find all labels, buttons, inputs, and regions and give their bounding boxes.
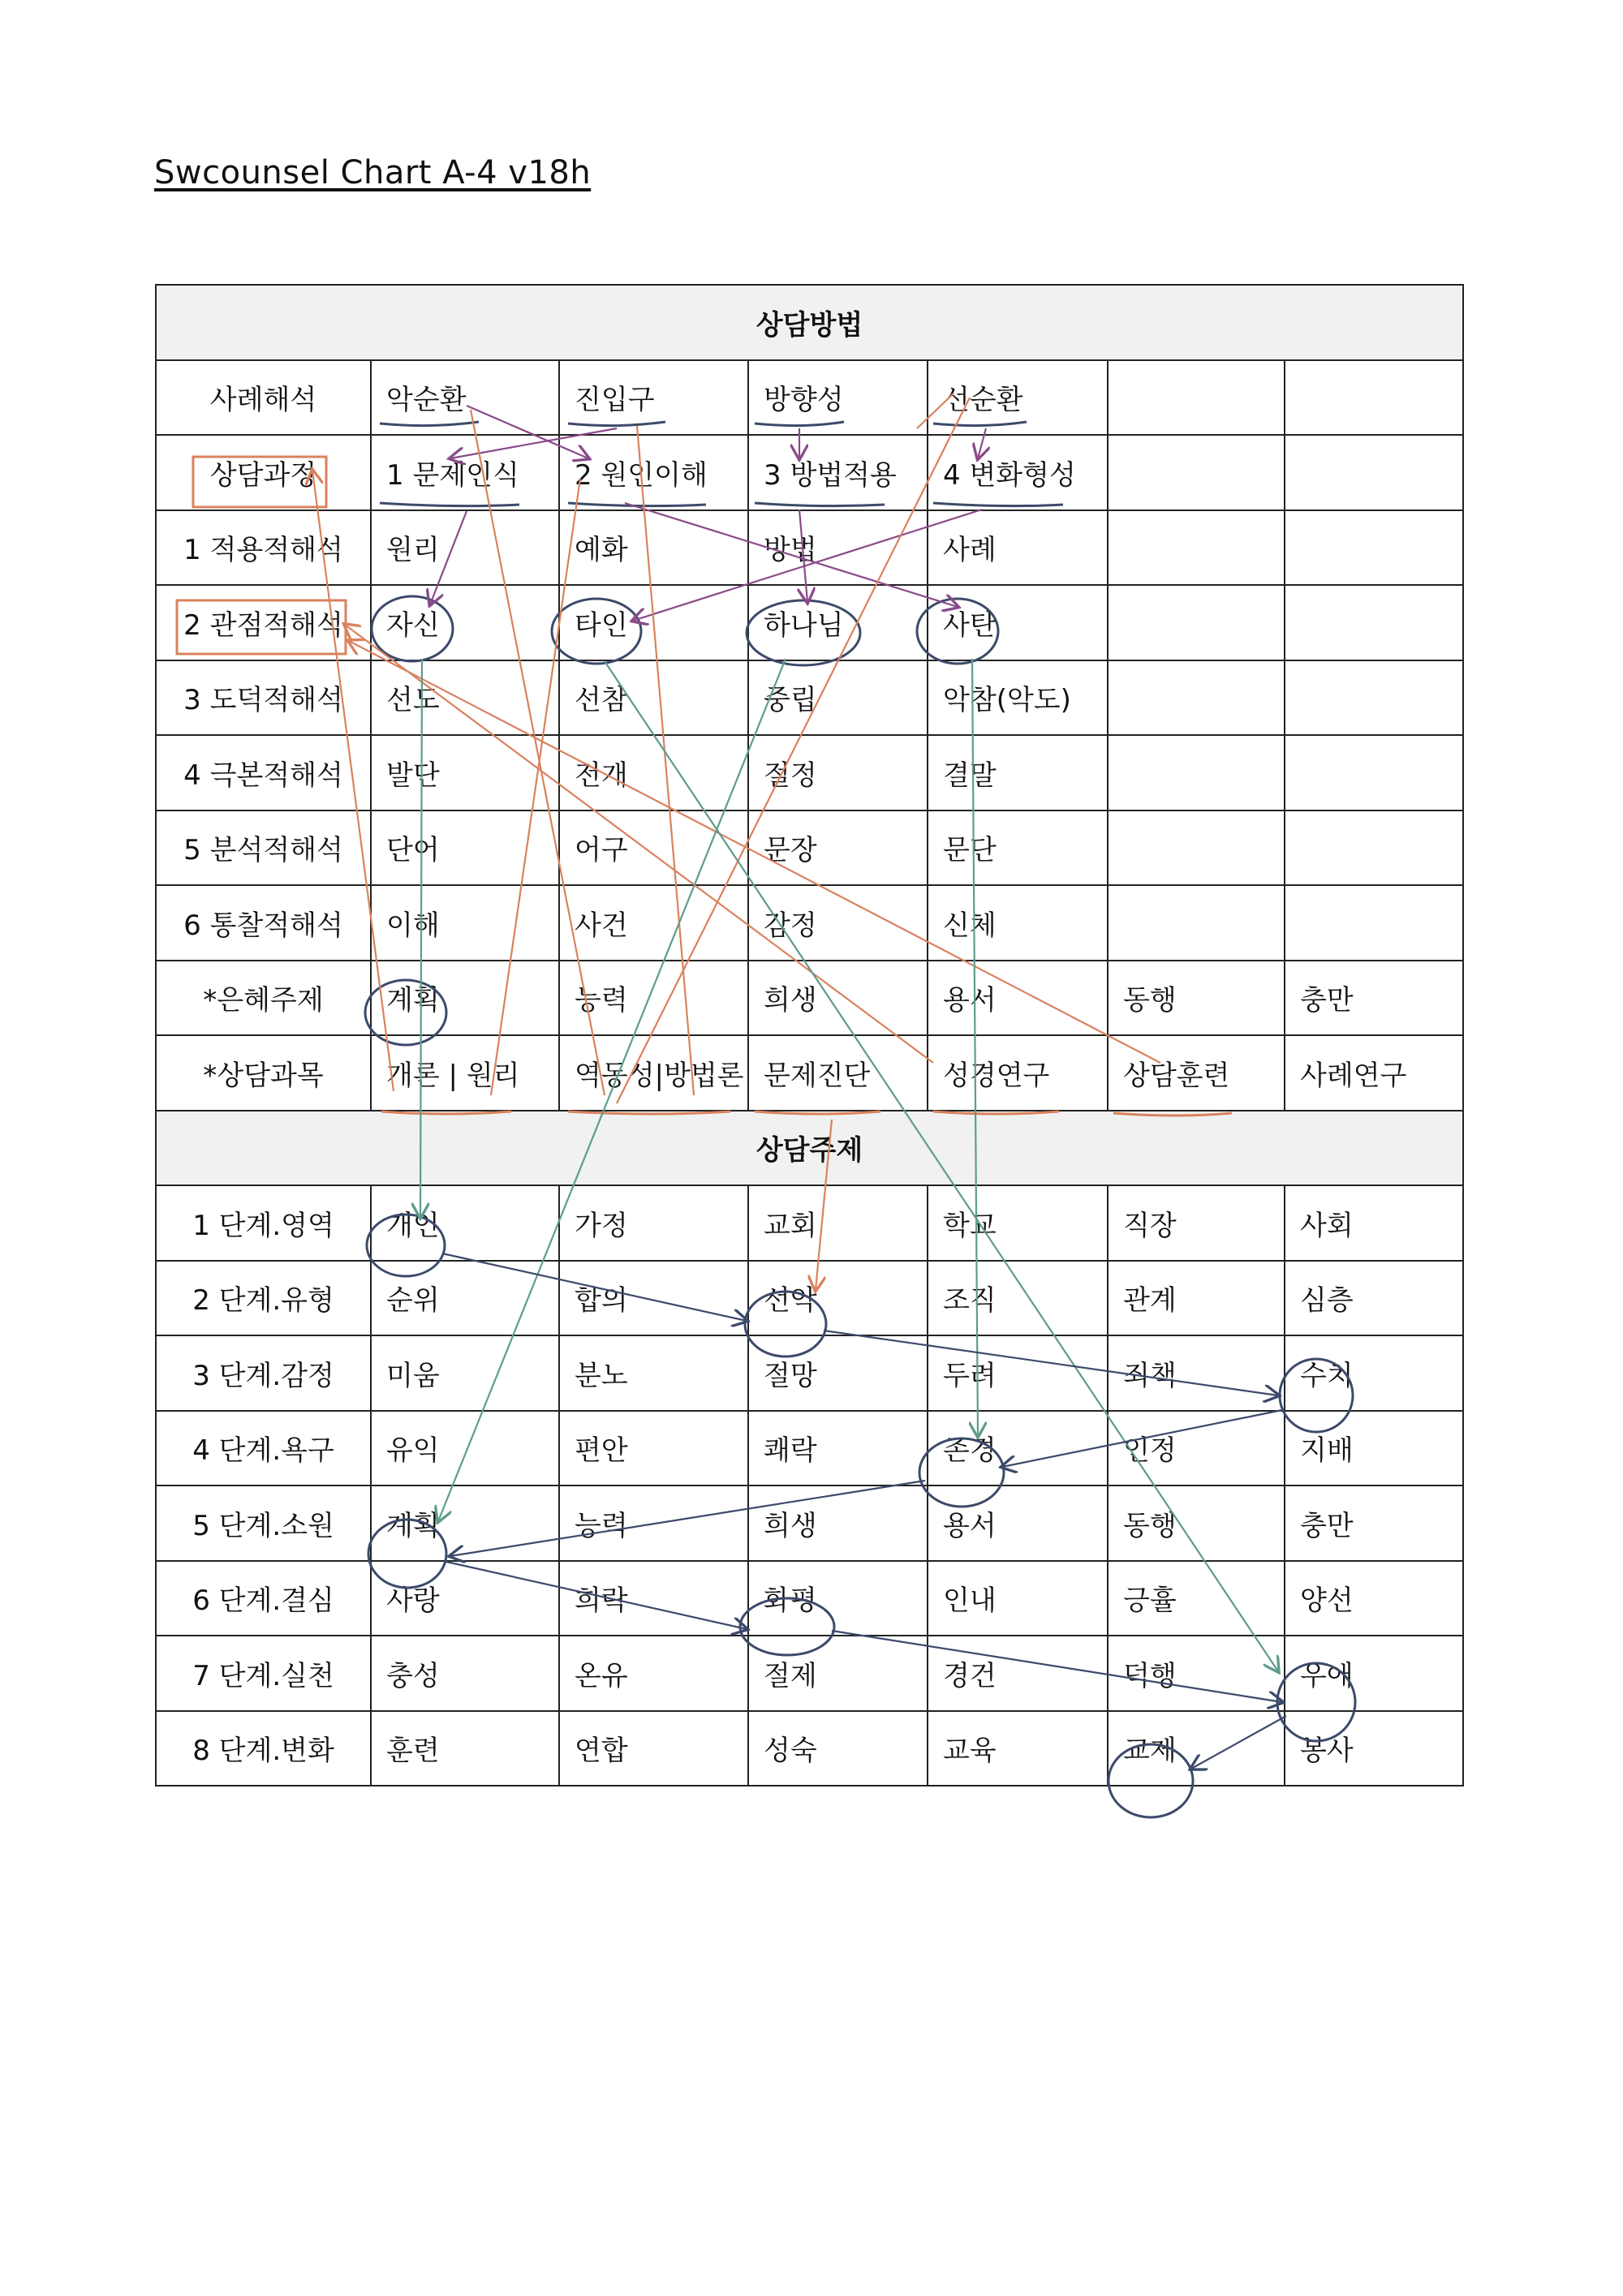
method-cell: 능력 xyxy=(559,961,748,1036)
topic-cell: 심층 xyxy=(1285,1261,1463,1336)
method-cell: 결말 xyxy=(928,735,1108,810)
topic-cell: 편안 xyxy=(559,1411,748,1486)
topic-cell: 희생 xyxy=(748,1486,928,1561)
method-cell xyxy=(1285,885,1463,961)
topic-cell: 교제 xyxy=(1108,1711,1285,1786)
method-cell: 방향성 xyxy=(748,360,928,436)
method-cell: 절정 xyxy=(748,735,928,810)
method-row xyxy=(156,660,1463,736)
topic-cell: 충만 xyxy=(1285,1486,1463,1561)
topic-cell: 교회 xyxy=(748,1185,928,1261)
method-cell: 역동성|방법론 xyxy=(559,1035,748,1111)
topic-cell: 충성 xyxy=(371,1636,559,1711)
topic-cell: 직장 xyxy=(1108,1185,1285,1261)
method-row xyxy=(156,435,1463,510)
topic-cell: 덕행 xyxy=(1108,1636,1285,1711)
method-cell: 1 문제인식 xyxy=(371,435,559,510)
topic-row xyxy=(156,1711,1463,1786)
method-cell: 단어 xyxy=(371,810,559,886)
method-row-label: 4 극본적해석 xyxy=(156,735,371,810)
topic-cell: 능력 xyxy=(559,1486,748,1561)
topic-row-label: 2 단계.유형 xyxy=(156,1261,371,1336)
method-cell: 예화 xyxy=(559,510,748,586)
topic-cell: 절망 xyxy=(748,1335,928,1411)
topic-row-label: 5 단계.소원 xyxy=(156,1486,371,1561)
method-cell: 계획 xyxy=(371,961,559,1036)
method-cell xyxy=(1108,435,1285,510)
topic-cell: 우애 xyxy=(1285,1636,1463,1711)
method-cell: 2 원인이해 xyxy=(559,435,748,510)
topic-cell: 화평 xyxy=(748,1561,928,1636)
method-cell: 동행 xyxy=(1108,961,1285,1036)
method-row xyxy=(156,961,1463,1036)
topic-cell: 교육 xyxy=(928,1711,1108,1786)
method-cell xyxy=(1285,660,1463,736)
topic-cell: 성숙 xyxy=(748,1711,928,1786)
method-cell xyxy=(1285,735,1463,810)
topic-row xyxy=(156,1185,1463,1261)
method-row-label: 5 분석적해석 xyxy=(156,810,371,886)
method-cell xyxy=(1108,585,1285,660)
topic-cell: 미움 xyxy=(371,1335,559,1411)
method-row xyxy=(156,1035,1463,1111)
topic-cell: 학교 xyxy=(928,1185,1108,1261)
method-cell: 선참 xyxy=(559,660,748,736)
topic-row xyxy=(156,1261,1463,1336)
topic-cell: 조직 xyxy=(928,1261,1108,1336)
topic-row xyxy=(156,1335,1463,1411)
topic-cell: 동행 xyxy=(1108,1486,1285,1561)
method-cell: 상담훈련 xyxy=(1108,1035,1285,1111)
method-cell: 진입구 xyxy=(559,360,748,436)
topic-cell: 두려 xyxy=(928,1335,1108,1411)
topic-cell: 인내 xyxy=(928,1561,1108,1636)
method-cell: 감정 xyxy=(748,885,928,961)
topic-row-label: 8 단계.변화 xyxy=(156,1711,371,1786)
method-cell: 4 변화형성 xyxy=(928,435,1108,510)
method-cell: 이해 xyxy=(371,885,559,961)
topic-row xyxy=(156,1636,1463,1711)
method-cell xyxy=(1108,810,1285,886)
topic-cell: 절제 xyxy=(748,1636,928,1711)
method-cell: 희생 xyxy=(748,961,928,1036)
topic-section-header-title: 상담주제 xyxy=(156,1111,1463,1186)
method-cell: 신체 xyxy=(928,885,1108,961)
topic-cell: 긍휼 xyxy=(1108,1561,1285,1636)
topic-cell: 온유 xyxy=(559,1636,748,1711)
method-cell: 사탄 xyxy=(928,585,1108,660)
method-cell: 문장 xyxy=(748,810,928,886)
method-row-label: 3 도덕적해석 xyxy=(156,660,371,736)
method-cell: 개론 | 원리 xyxy=(371,1035,559,1111)
topic-cell: 분노 xyxy=(559,1335,748,1411)
method-cell: 문단 xyxy=(928,810,1108,886)
method-row-label: 사례해석 xyxy=(156,360,371,436)
counsel-chart-table xyxy=(155,284,1464,1786)
topic-cell: 선악 xyxy=(748,1261,928,1336)
method-cell: 선도 xyxy=(371,660,559,736)
method-row-label: 2 관점적해석 xyxy=(156,585,371,660)
method-cell xyxy=(1108,885,1285,961)
topic-cell: 가정 xyxy=(559,1185,748,1261)
method-cell: 성경연구 xyxy=(928,1035,1108,1111)
method-cell: 타인 xyxy=(559,585,748,660)
topic-cell: 관계 xyxy=(1108,1261,1285,1336)
topic-cell: 양선 xyxy=(1285,1561,1463,1636)
method-cell xyxy=(1108,360,1285,436)
method-cell: 어구 xyxy=(559,810,748,886)
topic-cell: 경건 xyxy=(928,1636,1108,1711)
topic-row xyxy=(156,1561,1463,1636)
topic-cell: 순위 xyxy=(371,1261,559,1336)
method-cell: 선순환 xyxy=(928,360,1108,436)
method-cell: 문제진단 xyxy=(748,1035,928,1111)
topic-cell: 존경 xyxy=(928,1411,1108,1486)
method-cell xyxy=(1108,510,1285,586)
topic-cell: 연합 xyxy=(559,1711,748,1786)
method-row xyxy=(156,810,1463,886)
method-section-header-title: 상담방법 xyxy=(156,285,1463,360)
method-row-label: *은혜주제 xyxy=(156,961,371,1036)
topic-cell: 사랑 xyxy=(371,1561,559,1636)
method-cell: 자신 xyxy=(371,585,559,660)
topic-cell: 합의 xyxy=(559,1261,748,1336)
method-row xyxy=(156,510,1463,586)
topic-cell: 지배 xyxy=(1285,1411,1463,1486)
topic-row-label: 7 단계.실천 xyxy=(156,1636,371,1711)
topic-cell: 개인 xyxy=(371,1185,559,1261)
method-cell: 중립 xyxy=(748,660,928,736)
document-title: Swcounsel Chart A-4 v18h xyxy=(154,154,592,191)
method-cell: 악순환 xyxy=(371,360,559,436)
method-cell: 전개 xyxy=(559,735,748,810)
topic-row-label: 1 단계.영역 xyxy=(156,1185,371,1261)
method-cell: 용서 xyxy=(928,961,1108,1036)
method-cell: 악참(악도) xyxy=(928,660,1108,736)
method-row-label: *상담과목 xyxy=(156,1035,371,1111)
method-cell xyxy=(1108,660,1285,736)
topic-cell: 유익 xyxy=(371,1411,559,1486)
topic-cell: 사회 xyxy=(1285,1185,1463,1261)
method-cell: 하나님 xyxy=(748,585,928,660)
method-cell: 3 방법적용 xyxy=(748,435,928,510)
method-cell: 발단 xyxy=(371,735,559,810)
method-row-label: 상담과정 xyxy=(156,435,371,510)
method-cell xyxy=(1108,735,1285,810)
topic-row xyxy=(156,1411,1463,1486)
topic-cell: 인정 xyxy=(1108,1411,1285,1486)
method-cell: 사례 xyxy=(928,510,1108,586)
method-cell xyxy=(1285,585,1463,660)
method-row xyxy=(156,735,1463,810)
topic-row-label: 6 단계.결심 xyxy=(156,1561,371,1636)
topic-cell: 죄책 xyxy=(1108,1335,1285,1411)
method-cell: 충만 xyxy=(1285,961,1463,1036)
method-row-label: 6 통찰적해석 xyxy=(156,885,371,961)
method-cell: 원리 xyxy=(371,510,559,586)
topic-cell: 용서 xyxy=(928,1486,1108,1561)
topic-row xyxy=(156,1486,1463,1561)
method-row xyxy=(156,585,1463,660)
method-cell xyxy=(1285,435,1463,510)
method-cell xyxy=(1285,510,1463,586)
topic-row-label: 4 단계.욕구 xyxy=(156,1411,371,1486)
topic-section-header xyxy=(156,1111,1463,1186)
method-section-header xyxy=(156,285,1463,360)
method-cell: 방법 xyxy=(748,510,928,586)
topic-cell: 훈련 xyxy=(371,1711,559,1786)
method-row-label: 1 적용적해석 xyxy=(156,510,371,586)
method-cell xyxy=(1285,810,1463,886)
topic-cell: 봉사 xyxy=(1285,1711,1463,1786)
method-cell: 사례연구 xyxy=(1285,1035,1463,1111)
method-row xyxy=(156,360,1463,436)
topic-cell: 쾌락 xyxy=(748,1411,928,1486)
method-cell: 사건 xyxy=(559,885,748,961)
topic-cell: 계획 xyxy=(371,1486,559,1561)
topic-cell: 수치 xyxy=(1285,1335,1463,1411)
method-cell xyxy=(1285,360,1463,436)
method-row xyxy=(156,885,1463,961)
topic-cell: 희락 xyxy=(559,1561,748,1636)
topic-row-label: 3 단계.감정 xyxy=(156,1335,371,1411)
